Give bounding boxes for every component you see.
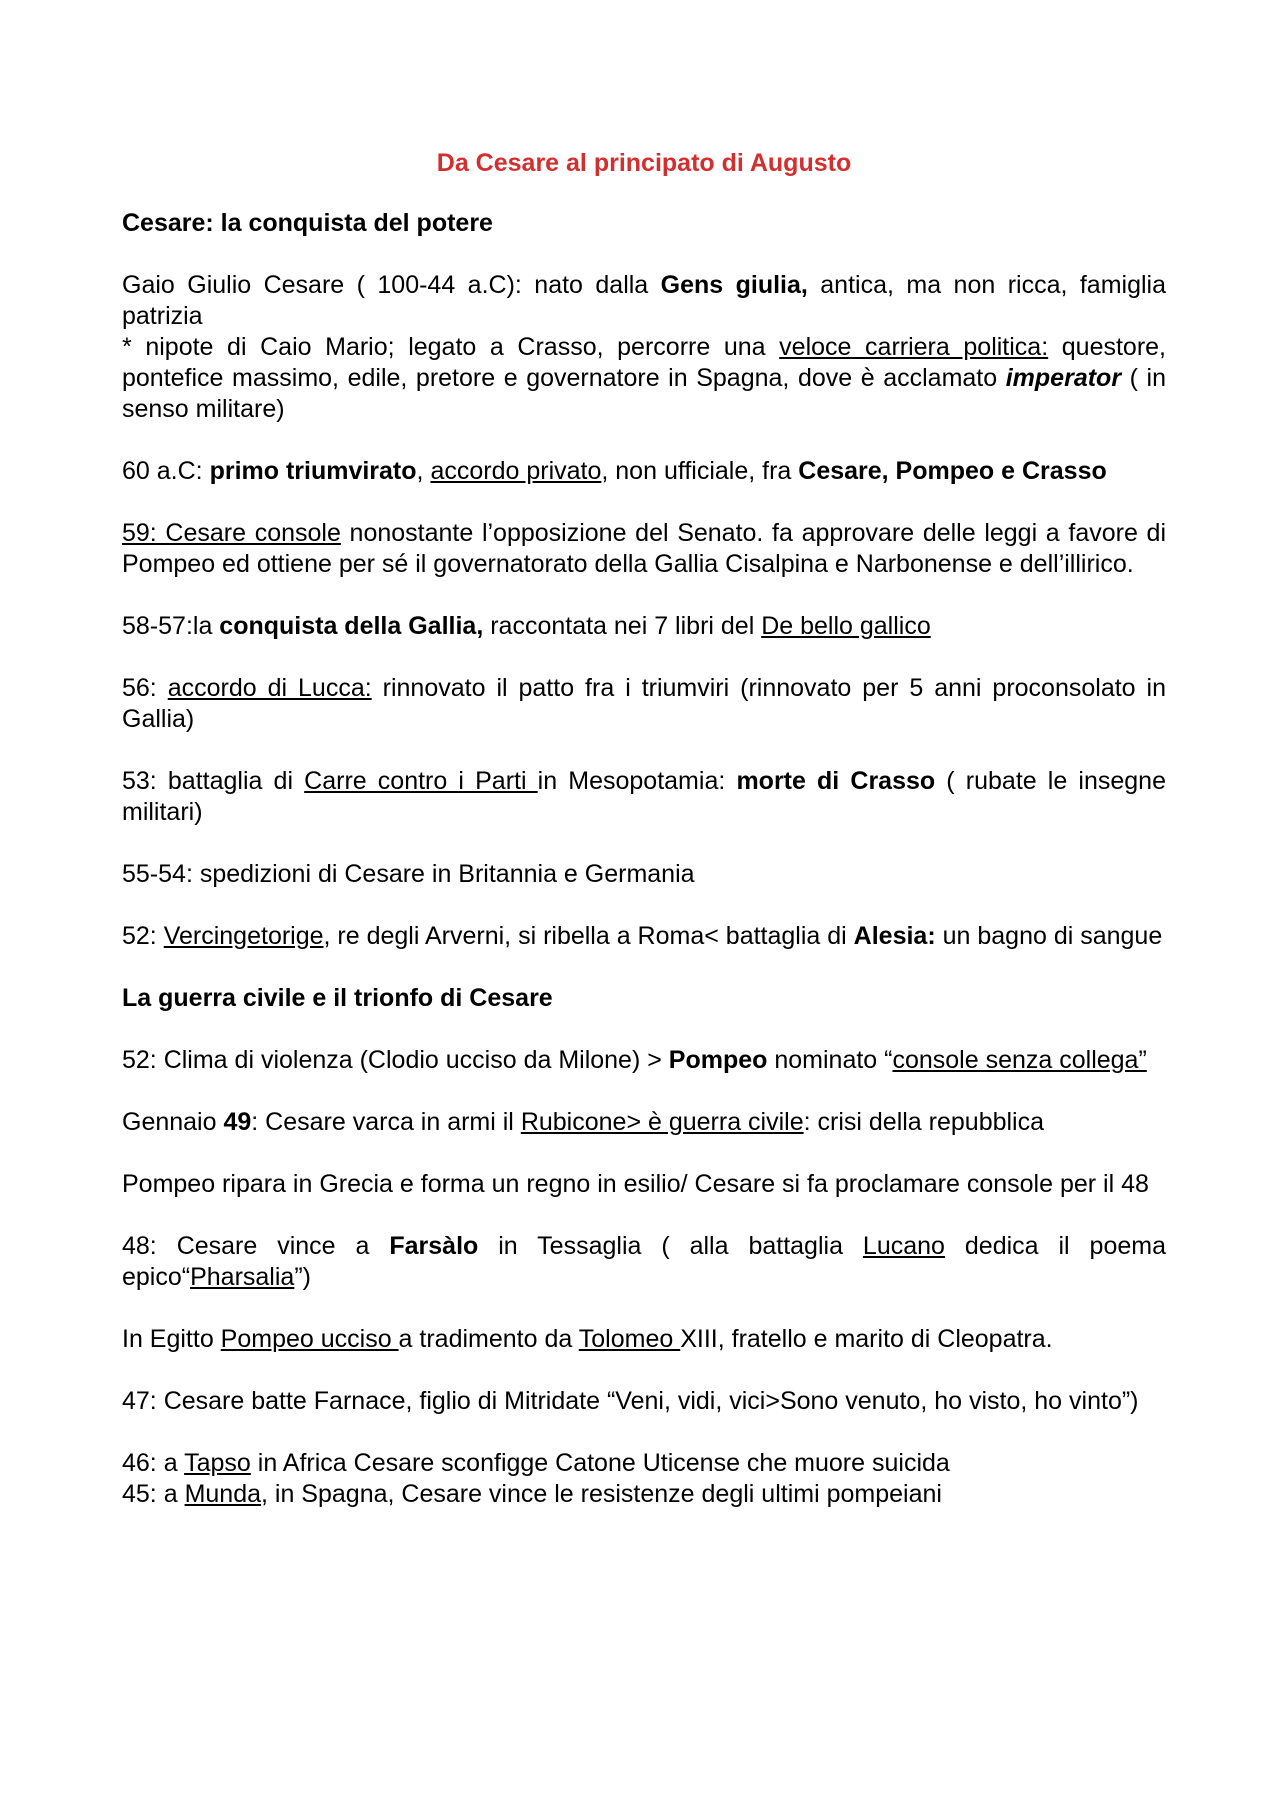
- text: questore, pontefice massimo, edile, pretore e governatore in Spagna, dove è acclamato: [122, 333, 1166, 392]
- paragraph-farsalo: [122, 1231, 1166, 1293]
- anno-49: 49: [223, 1108, 252, 1136]
- farsalo: Farsàlo: [389, 1232, 479, 1260]
- tapso: Tapso: [184, 1449, 251, 1477]
- text: 56:: [122, 674, 168, 702]
- paragraph-egitto: [122, 1324, 1166, 1355]
- text: Gennaio: [122, 1108, 224, 1136]
- pompeo: Pompeo: [668, 1046, 768, 1074]
- lucano: Lucano: [862, 1232, 945, 1260]
- pharsalia: Pharsalia: [190, 1263, 295, 1291]
- text: ( rubate le insegne militari): [122, 767, 1166, 826]
- text: un bagno di sangue: [935, 922, 1163, 950]
- text: dedica il poema epico“: [122, 1232, 1166, 1291]
- text: nominato “: [767, 1046, 893, 1074]
- alesia: Alesia:: [853, 922, 936, 950]
- text: ,: [416, 457, 431, 485]
- paragraph-conquista-gallia: [122, 611, 1166, 642]
- text: in Mesopotamia:: [537, 767, 737, 795]
- paragraph-gaio-giulio-cesare: [122, 270, 1166, 425]
- text: a tradimento da: [398, 1325, 579, 1353]
- text: Pompeo ripara in Grecia e forma un regno in esilio/ Cesare si fa proclamare console per il 48: [122, 1170, 1149, 1198]
- paragraph-rubicone: [122, 1107, 1166, 1138]
- paragraph-accordo-lucca: [122, 673, 1166, 735]
- paragraph-spedizioni: [122, 859, 1166, 890]
- text: in Tessaglia ( alla battaglia: [478, 1232, 863, 1260]
- paragraph-tapso: [122, 1448, 1166, 1479]
- text: : Cesare varca in armi il: [251, 1108, 521, 1136]
- triumviri-names: Cesare, Pompeo e Crasso: [798, 457, 1107, 485]
- text: 52: Clima di violenza (Clodio ucciso da Milone) >: [122, 1046, 669, 1074]
- paragraph-pompeo-grecia: [122, 1169, 1166, 1200]
- paragraph-munda: [122, 1479, 1166, 1510]
- text: 55-54: spedizioni di Cesare in Britannia e Germania: [122, 860, 695, 888]
- text: 60 a.C:: [122, 457, 210, 485]
- primo-triumvirato: primo triumvirato: [209, 457, 417, 485]
- paragraph-clima-violenza: [122, 1045, 1166, 1076]
- cesare-console: 59: Cesare console: [122, 519, 341, 547]
- text: , in Spagna, Cesare vince le resistenze degli ultimi pompeiani: [261, 1480, 942, 1508]
- munda: Munda: [184, 1480, 262, 1508]
- text: 47: Cesare batte Farnace, figlio di Mitridate “Veni, vidi, vici>Sono venuto, ho visto, ho vinto”): [122, 1387, 1139, 1415]
- paragraph-farnace: [122, 1386, 1166, 1417]
- text: antica, ma non ricca, famiglia patrizia: [122, 271, 1167, 330]
- accordo-di-lucca: accordo di Lucca:: [167, 674, 372, 702]
- tolomeo: Tolomeo: [578, 1325, 681, 1353]
- carriera-politica: veloce carriera politica:: [779, 333, 1049, 361]
- de-bello-gallico: De bello gallico: [761, 612, 931, 640]
- document-title: Da Cesare al principato di Augusto: [436, 149, 852, 177]
- text: raccontata nei 7 libri del: [483, 612, 762, 640]
- gens-giulia: Gens giulia,: [660, 271, 808, 299]
- text: ”): [294, 1263, 311, 1291]
- rubicone-guerra-civile: Rubicone> è guerra civile: [520, 1108, 804, 1136]
- pompeo-ucciso: Pompeo ucciso: [220, 1325, 399, 1353]
- text: XIII, fratello e marito di Cleopatra.: [680, 1325, 1053, 1353]
- text: rinnovato il patto fra i triumviri (rinnovato per 5 anni proconsolato in Gallia): [122, 674, 1166, 733]
- morte-di-crasso: morte di Crasso: [736, 767, 936, 795]
- text: In Egitto: [122, 1325, 221, 1353]
- console-senza-collega: console senza collega”: [892, 1046, 1147, 1074]
- text: : crisi della repubblica: [803, 1108, 1045, 1136]
- paragraph-vercingetorige: [122, 921, 1166, 952]
- section-heading-guerra-civile: La guerra civile e il trionfo di Cesare: [122, 984, 553, 1012]
- text: * nipote di Caio Mario; legato a Crasso, percorre una: [122, 333, 780, 361]
- text: Gaio Giulio Cesare ( 100-44 a.C): nato dalla: [122, 271, 661, 299]
- text: 48: Cesare vince a: [122, 1232, 390, 1260]
- text: in Africa Cesare sconfigge Catone Uticense che muore suicida: [250, 1449, 950, 1477]
- conquista-gallia: conquista della Gallia,: [219, 612, 484, 640]
- text: , non ufficiale, fra: [601, 457, 799, 485]
- carre-contro-parti: Carre contro i Parti: [304, 767, 538, 795]
- text: , re degli Arverni, si ribella a Roma< battaglia di: [323, 922, 854, 950]
- document-page: [122, 148, 1166, 1510]
- text: nonostante l’opposizione del Senato. fa approvare delle leggi a favore di Pompeo ed ottiene per sé il governatorato della Gallia Cisalpina e Narbonense e dell’illirico.: [122, 519, 1167, 578]
- text: ( in senso militare): [122, 364, 1166, 423]
- text: 53: battaglia di: [122, 767, 305, 795]
- paragraph-cesare-console: [122, 518, 1166, 580]
- accordo-privato: accordo privato: [430, 457, 602, 485]
- text: 46: a: [122, 1449, 185, 1477]
- text: 52:: [122, 922, 164, 950]
- section-heading-conquista: Cesare: la conquista del potere: [122, 209, 493, 237]
- vercingetorige: Vercingetorige: [163, 922, 324, 950]
- text: 58-57:la: [122, 612, 220, 640]
- paragraph-primo-triumvirato: [122, 456, 1166, 487]
- text: 45: a: [122, 1480, 185, 1508]
- imperator: imperator: [1005, 364, 1122, 392]
- paragraph-battaglia-carre: [122, 766, 1166, 828]
